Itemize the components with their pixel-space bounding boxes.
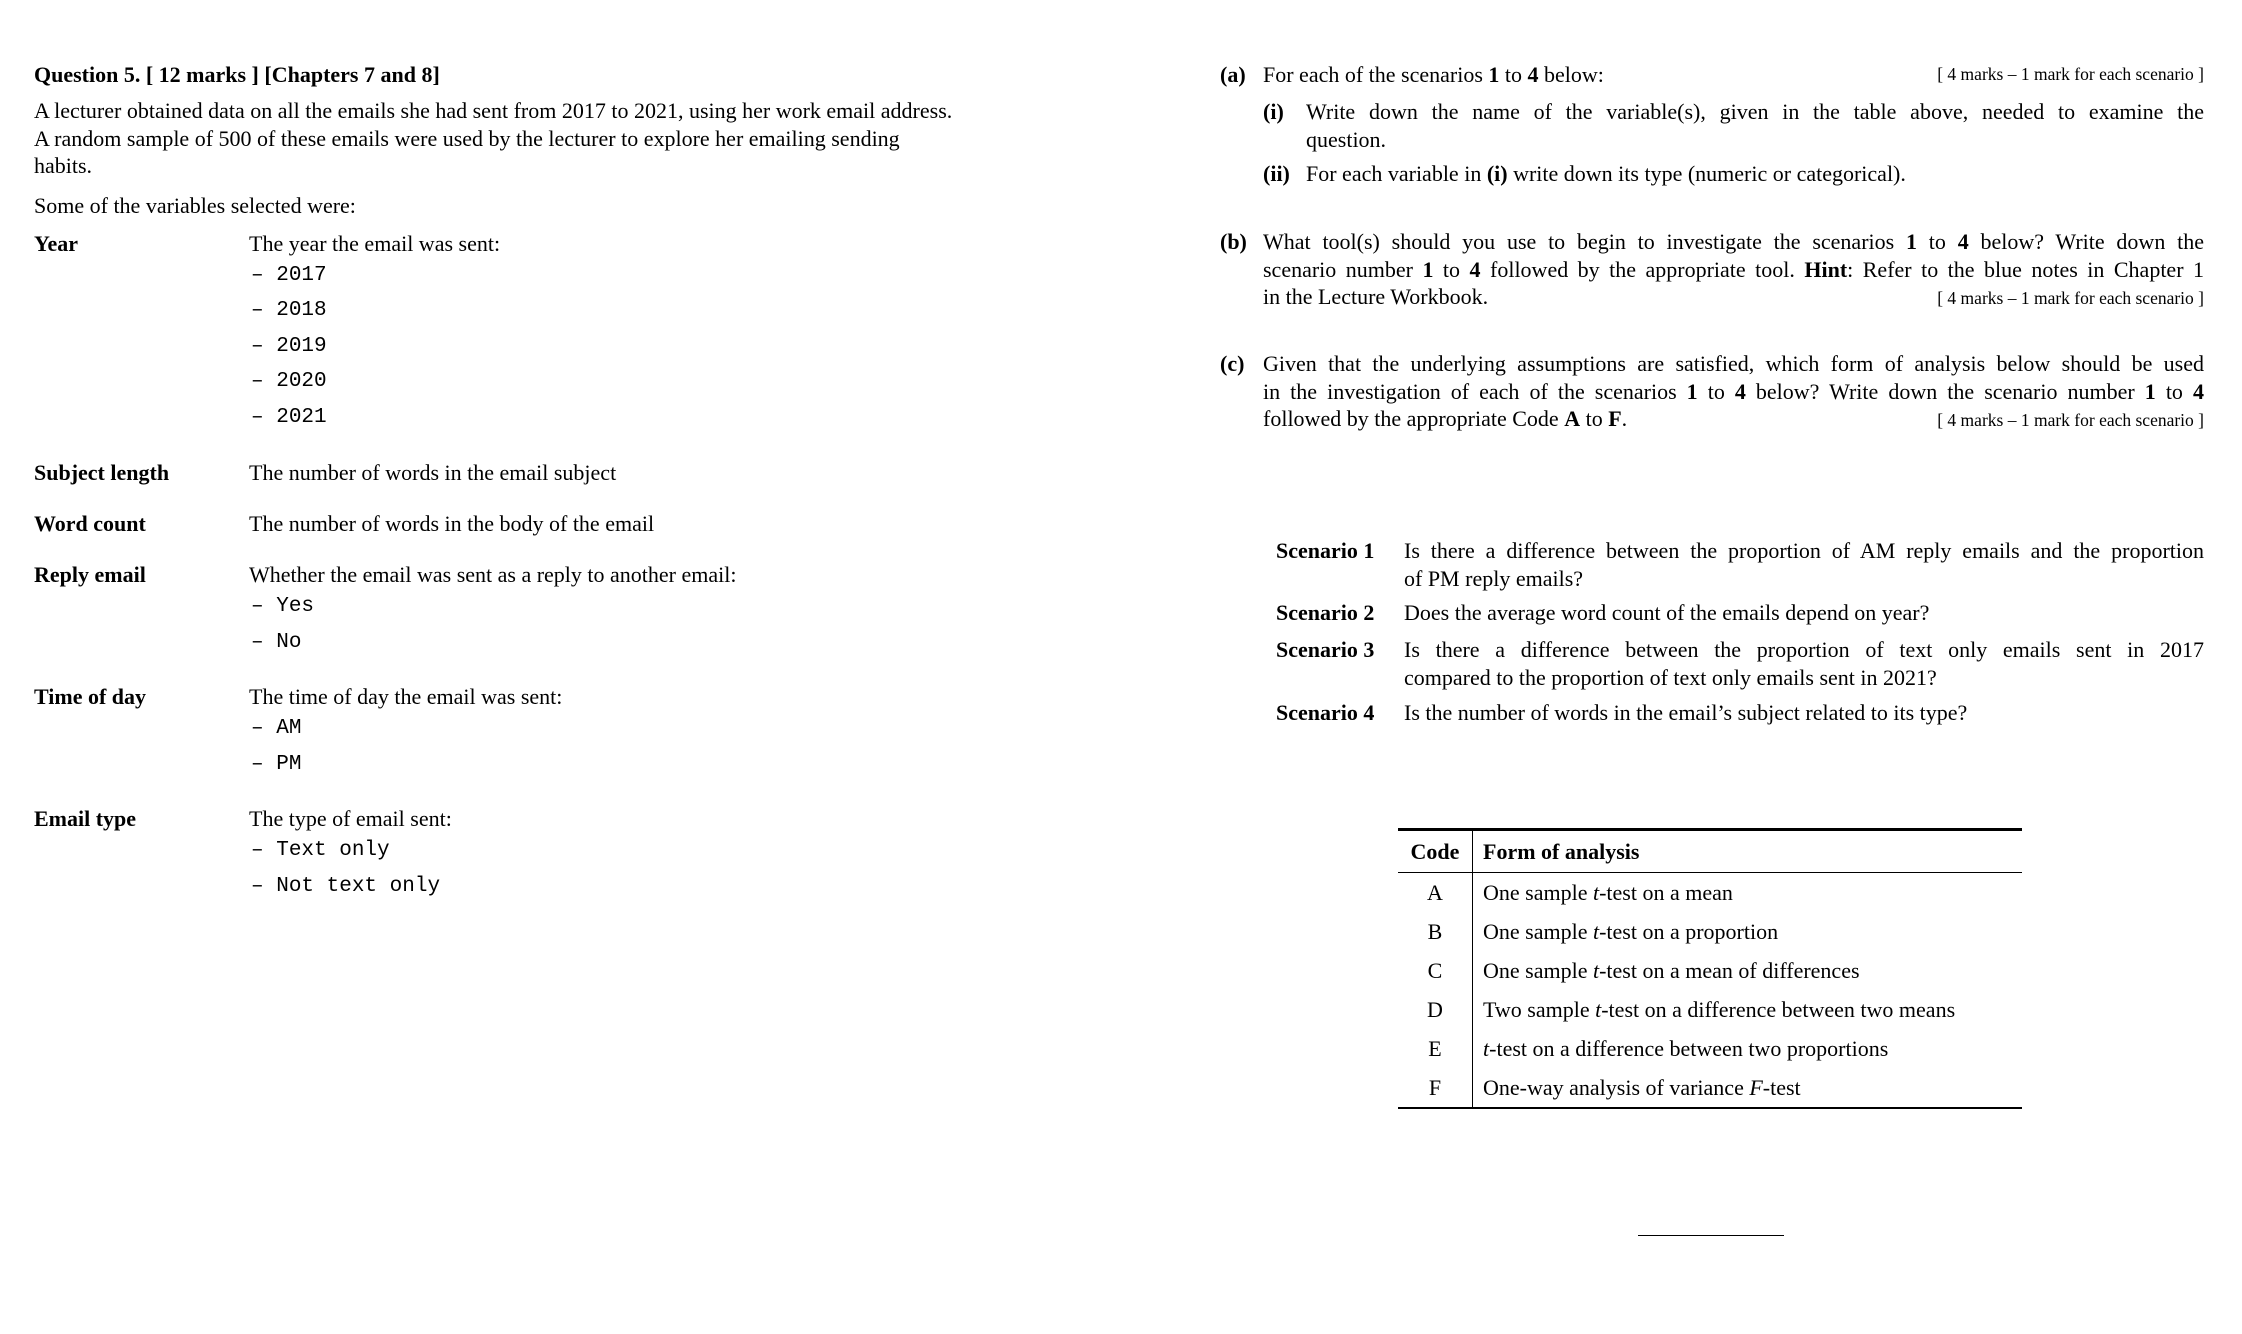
variable-name: Subject length <box>34 460 170 485</box>
variable-option: – Not text only <box>251 875 441 898</box>
variable-option: – Text only <box>251 839 390 862</box>
text-line: Write down the name of the variable(s), given in the table above, needed to examine the <box>1306 99 2204 124</box>
intro-line: A lecturer obtained data on all the emails she had sent from 2017 to 2021, using her work email address. <box>34 98 953 123</box>
table-cell-form: One sample t-test on a mean <box>1483 879 1733 905</box>
table-cell-code: B <box>1398 912 1473 951</box>
table-cell-form: One sample t-test on a proportion <box>1483 918 1779 944</box>
variable-description: Whether the email was sent as a reply to another email: <box>249 562 737 587</box>
part-b-label: (b) <box>1220 229 1247 254</box>
footer-divider <box>1638 1235 1784 1236</box>
variable-option: – 2017 <box>251 264 327 287</box>
scenario-label: Scenario 1 <box>1276 538 1375 563</box>
scenario-text <box>1404 537 2204 592</box>
table-cell-code: F <box>1398 1068 1473 1107</box>
table-row <box>1398 990 2022 1029</box>
variable-option: – Yes <box>251 595 315 618</box>
text-line: in the investigation of each of the scenarios 1 to 4 below? Write down the scenario number 1 to 4 <box>1263 378 2204 404</box>
table-header-code: Code <box>1398 831 1473 873</box>
table-header-form: Form of analysis <box>1473 831 2023 873</box>
text-line: scenario number 1 to 4 followed by the appropriate tool. Hint: Refer to the blue notes in Chapter 1 <box>1263 256 2205 282</box>
scenario-text <box>1404 599 2204 627</box>
table-cell-code: E <box>1398 1029 1473 1068</box>
variable-name: Reply email <box>34 562 146 587</box>
variable-option: – 2021 <box>251 406 327 429</box>
part-a-text: For each of the scenarios 1 to 4 below: <box>1263 62 1604 87</box>
table-row <box>1398 951 2022 990</box>
variable-description: The number of words in the body of the email <box>249 511 655 536</box>
variable-description: The time of day the email was sent: <box>249 684 563 709</box>
text-line: followed by the appropriate Code A to F. <box>1263 406 1628 431</box>
part-a-label: (a) <box>1220 62 1246 87</box>
analysis-table-wrapper <box>1398 828 2022 1109</box>
text-line: What tool(s) should you use to begin to investigate the scenarios 1 to 4 below? Write down the <box>1263 229 2204 254</box>
scenario-text <box>1404 636 2204 691</box>
text-line: Is there a difference between the proportion of text only emails sent in 2017 <box>1404 637 2204 662</box>
variable-option: – 2018 <box>251 299 327 322</box>
text-line: Is the number of words in the email’s subject related to its type? <box>1404 700 1968 725</box>
variable-option: – No <box>251 631 302 654</box>
intro-line: habits. <box>34 153 93 178</box>
scenario-label: Scenario 2 <box>1276 600 1375 625</box>
variable-name: Year <box>34 231 78 256</box>
variable-option: – 2019 <box>251 335 327 358</box>
table-row <box>1398 1029 2022 1068</box>
variable-name: Email type <box>34 806 137 831</box>
part-a-i-label: (i) <box>1263 99 1284 124</box>
variable-option: – 2020 <box>251 370 327 393</box>
part-a-i-text <box>1306 98 2204 153</box>
table-row <box>1398 912 2022 951</box>
part-c-marks: [ 4 marks – 1 mark for each scenario ] <box>1937 410 2204 430</box>
text-line: Given that the underlying assumptions are satisfied, which form of analysis below should be used <box>1263 351 2204 376</box>
variable-name: Word count <box>34 511 146 536</box>
variable-option: – AM <box>251 717 302 740</box>
variable-name: Time of day <box>34 684 147 709</box>
variable-description: The type of email sent: <box>249 806 452 831</box>
scenario-text <box>1404 699 2204 727</box>
text-line: of PM reply emails? <box>1404 565 1584 591</box>
variable-option: – PM <box>251 753 302 776</box>
part-a-ii-text: For each variable in (i) write down its type (numeric or categorical). <box>1306 161 1906 186</box>
table-cell-form: t-test on a difference between two proportions <box>1483 1035 1889 1061</box>
text-line: in the Lecture Workbook. <box>1263 284 1489 309</box>
variable-description: The number of words in the email subject <box>249 460 617 485</box>
table-cell-code: D <box>1398 990 1473 1029</box>
table-row <box>1398 1068 2022 1107</box>
scenario-label: Scenario 3 <box>1276 637 1375 662</box>
table-cell-form: One sample t-test on a mean of differences <box>1483 957 1860 983</box>
text-line: Does the average word count of the emails depend on year? <box>1404 600 1930 625</box>
part-c-label: (c) <box>1220 351 1245 376</box>
table-cell-code: A <box>1398 873 1473 913</box>
intro-line: A random sample of 500 of these emails were used by the lecturer to explore her emailing sending <box>34 125 900 151</box>
part-a-marks: [ 4 marks – 1 mark for each scenario ] <box>1937 64 2204 84</box>
question-title: Question 5. [ 12 marks ] [Chapters 7 and 8] <box>34 62 440 87</box>
part-a-ii-label: (ii) <box>1263 161 1290 186</box>
analysis-table <box>1398 831 2022 1107</box>
scenario-label: Scenario 4 <box>1276 700 1375 725</box>
table-cell-form: One-way analysis of variance F-test <box>1483 1074 1801 1100</box>
table-cell-code: C <box>1398 951 1473 990</box>
variable-description: The year the email was sent: <box>249 231 501 256</box>
variables-intro: Some of the variables selected were: <box>34 193 356 218</box>
table-cell-form: Two sample t-test on a difference between two means <box>1483 996 1956 1022</box>
table-header-row <box>1398 831 2022 873</box>
intro-paragraph <box>34 97 1019 180</box>
text-line: Is there a difference between the proportion of AM reply emails and the proportion <box>1404 538 2204 563</box>
text-line: question. <box>1306 126 1387 152</box>
table-row <box>1398 873 2022 913</box>
part-b-marks: [ 4 marks – 1 mark for each scenario ] <box>1937 288 2204 308</box>
text-line: compared to the proportion of text only emails sent in 2021? <box>1404 664 1937 690</box>
